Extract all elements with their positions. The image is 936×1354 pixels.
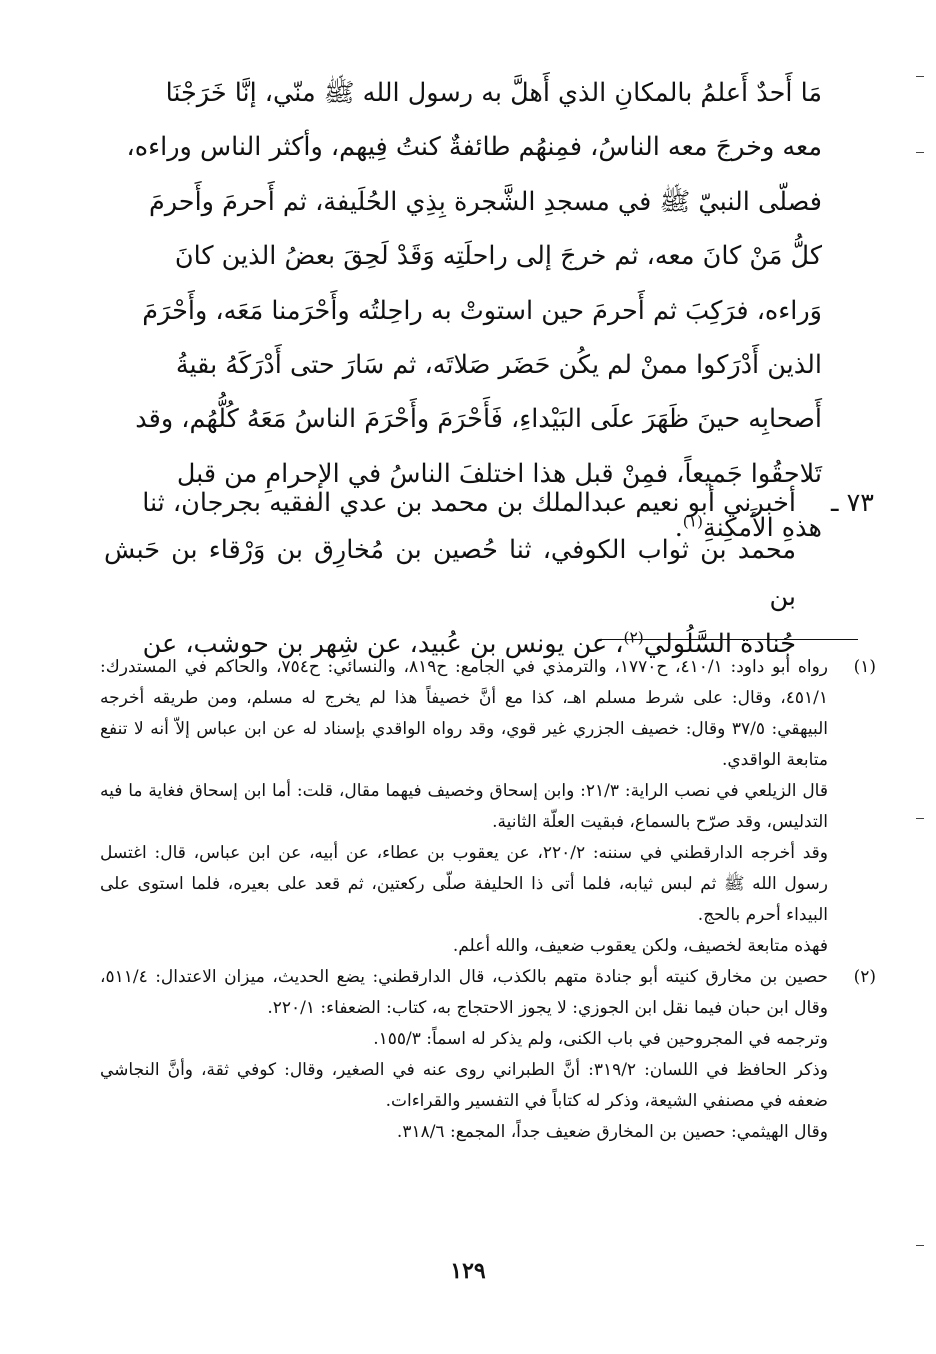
main-text-line: أَصحابِه حينَ ظَهَرَ علَى البَيْداءِ، فَأَحْرَمَ وأَحْرَمَ الناسُ مَعَهُ كُلُّهُم، وقد bbox=[135, 404, 822, 435]
margin-tick bbox=[916, 152, 924, 153]
main-text-line: معه وخرجَ معه الناسُ، فمِنهُم طائفةٌ كنتُ فِيهم، وأكثر الناس وراءه، bbox=[126, 132, 822, 163]
margin-tick bbox=[916, 1245, 924, 1246]
footnote-paragraph: وترجمه في المجروحين في باب الكنى، ولم يذكر له اسماً: ١٥٥/٣. bbox=[373, 1029, 828, 1049]
page-number: ١٢٩ bbox=[450, 1258, 486, 1284]
hadith-line: أخبرني أبو نعيم عبدالملك بن محمد بن عدي الفقيه بجرجان، ثنا bbox=[142, 488, 796, 518]
footnote-mark: (٢) bbox=[853, 967, 876, 987]
footnotes bbox=[100, 652, 876, 1148]
margin-tick bbox=[916, 76, 924, 77]
footnote-paragraph: وقد أخرجه الدارقطني في سننه: ٢٢٠/٢، عن يعقوب بن عطاء، عن أبيه، عن ابن عباس، قال: اغتسل رسول الله ﷺ ثم لبس ثيابه، فلما أتى ذا الحليفة صلّى ركعتين، ثم قعد على بعيره، فلما استوى على البيداء أحرم بالحج. bbox=[100, 843, 828, 925]
main-text-line: فصلّى النبيّ ﷺ في مسجدِ الشَّجرة بِذِي الحُلَيفة، ثم أَحرمَ وأَحرمَ bbox=[148, 186, 822, 217]
main-text-line: تَلاحقُوا جَميعاً، فمِنْ قبل هذا اختلفَ الناسُ في الإحرامِ من قبل bbox=[176, 458, 822, 489]
footnote-paragraph: فهذه متابعة لخصيف، ولكن يعقوب ضعيف، والله أعلم. bbox=[452, 936, 828, 956]
footnote-paragraph: وقال الهيثمي: حصين بن المخارق ضعيف جداً، المجمع: ٣١٨/٦. bbox=[396, 1122, 828, 1142]
footnote-2 bbox=[100, 962, 876, 1148]
main-text-line: وَراءه، فرَكِبَ ثم أَحرمَ حين استوتْ به راحِلتُه وأَحْرَمنا مَعَه، وأَحْرَمَ bbox=[142, 295, 822, 326]
footnote-text bbox=[100, 652, 828, 962]
footnote-paragraph: وذكر الحافظ في اللسان: ٣١٩/٢: أنَّ الطبراني روى عنه في الصغير، وقال: كوفي ثقة، وأنَّ النجاشي ضعفه في مصنفي الشيعة، وذكر له كتاباً في التفسير والقراءات. bbox=[100, 1060, 829, 1111]
main-text-line: الذين أَدْرَكوا ممنْ لم يكُن حَضَر صَلاتَه، ثم سَارَ حتى أَدْرَكَهُ بقيةُ bbox=[175, 350, 822, 381]
margin-tick bbox=[916, 818, 924, 819]
main-text-line: مَا أَحدٌ أَعلمُ بالمكانِ الذي أَهلَّ به رسول الله ﷺ منّي، إنَّا خَرَجْنَا bbox=[165, 78, 822, 108]
footnote-paragraph: قال الزيلعي في نصب الراية: ٢١/٣: وابن إسحاق وخصيف فيهما مقال، قلت: أما ابن إسحاق فغاية ما فيه التدليس، وقد صرّح بالسماع، فبقيت العلّة الثانية. bbox=[100, 781, 828, 832]
narrator-name: جُنادة السَّلُولي bbox=[643, 629, 796, 659]
hadith-line: محمد بن ثواب الكوفي، ثنا حُصين بن مُخارِق بن وَرْقاء بن حَبش بن bbox=[104, 535, 796, 612]
main-text-line: كلُّ مَنْ كانَ معه، ثم خرجَ إلى راحلَتِه وَقَدْ لَحِقَ بعضُ الذين كانَ bbox=[174, 241, 822, 272]
footnote-1 bbox=[100, 652, 876, 962]
hadith-number: ٧٣ ـ bbox=[831, 488, 874, 518]
hadith-line-rest: ، عن يونس بن عُبيد، عن شِهر بن حوشب، عن bbox=[142, 629, 624, 659]
main-text-line-9: هذهِ الأَمكِنةِ bbox=[702, 513, 822, 544]
footnote-separator bbox=[600, 639, 858, 640]
footnote-text bbox=[100, 962, 828, 1148]
footnote-paragraph: حصين بن مخارق كنيته أبو جنادة متهم بالكذب، قال الدارقطني: يضع الحديث، ميزان الاعتدال: ٥١١/٤، وقال ابن حبان فيما نقل ابن الجوزي: لا يجوز الاحتجاج به، كتاب: الضعفاء: ٢٢٠/١. bbox=[100, 967, 828, 1018]
footnote-ref-2: (٢) bbox=[623, 628, 644, 647]
footnote-mark: (١) bbox=[853, 657, 876, 677]
end-punctuation: . bbox=[674, 513, 683, 544]
footnote-paragraph: رواه أبو داود: ٤١٠/١، ح١٧٧٠، والترمذي في الجامع: ح٨١٩، والنسائي: ح٧٥٤، والحاكم في المستدرك: ٤٥١/١، وقال: على شرط مسلم اهـ، كذا مع أنَّ خصيفاً هذا لم يخرج له مسلم، ومن طريقه أخرجه البيهقي: ٣٧/٥ وقال: خصيف الجزري غير قوي، وقد رواه الواقدي بإسناد له عن ابن عباس إلاّ أنه لا تنفع متابعة الواقدي. bbox=[100, 657, 828, 770]
footnote-ref-1: (١) bbox=[682, 512, 703, 531]
